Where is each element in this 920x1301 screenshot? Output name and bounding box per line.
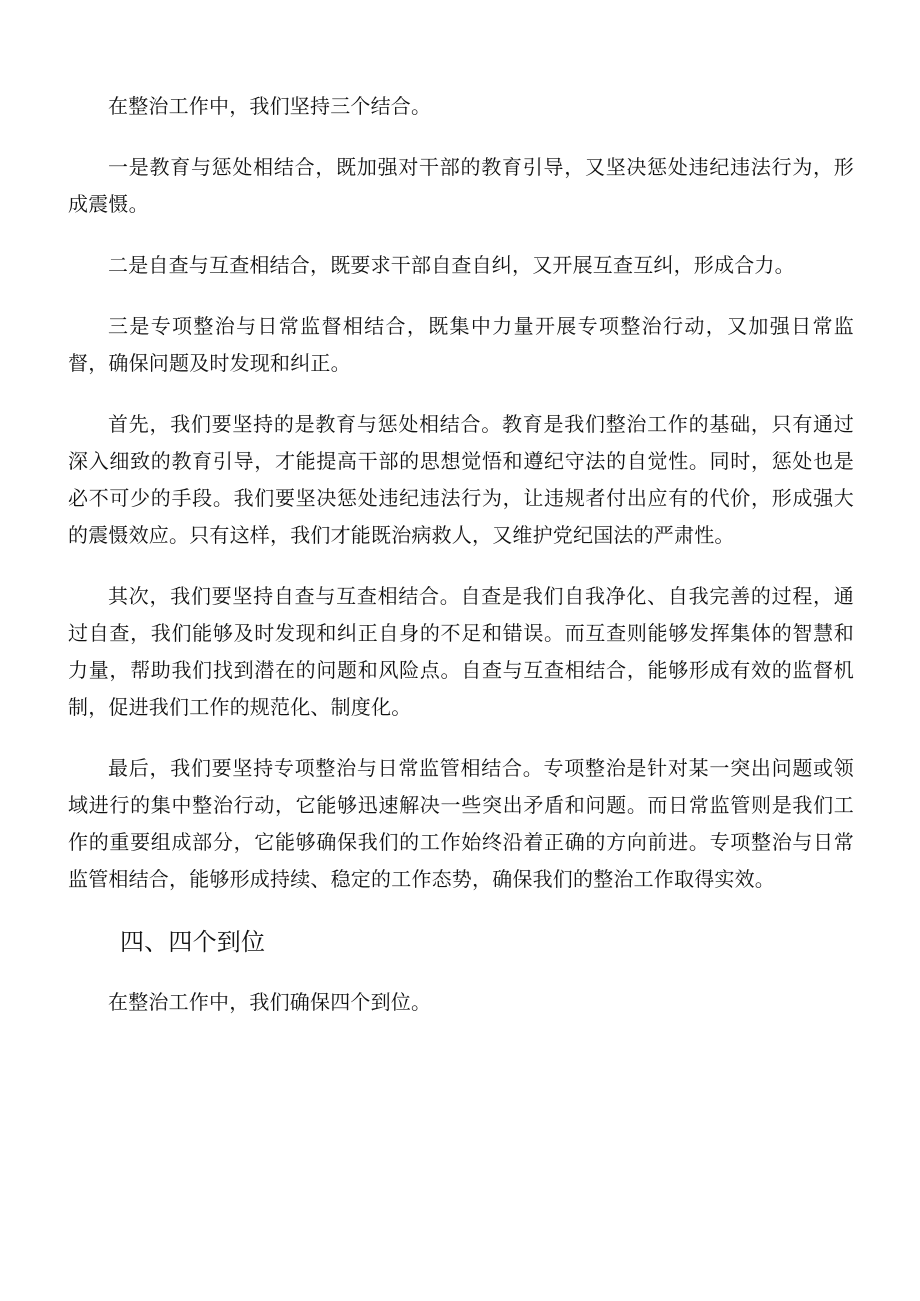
paragraph-second-point: 其次，我们要坚持自查与互查相结合。自查是我们自我净化、自我完善的过程，通过自查，我们能够及时发现和纠正自身的不足和错误。而互查则能够发挥集体的智慧和力量，帮助我们找到潜在的问题和风险点。自查与互查相结合，能够形成有效的监督机制，促进我们工作的规范化、制度化。 (68, 584, 854, 719)
paragraph-four-in-place-intro: 在整治工作中，我们确保四个到位。 (108, 990, 432, 1014)
section-heading: 四、四个到位 (120, 928, 266, 956)
paragraph-first-point: 首先，我们要坚持的是教育与惩处相结合。教育是我们整治工作的基础，只有通过深入细致的教育引导，才能提高干部的思想觉悟和遵纪守法的自觉性。同时，惩处也是必不可少的手段。我们要坚决惩处违纪违法行为，让违规者付出应有的代价，形成强大的震慑效应。只有这样，我们才能既治病救人，又维护党纪国法的严肃性。 (68, 412, 854, 547)
paragraph-education-punishment: 一是教育与惩处相结合，既加强对干部的教育引导，又坚决惩处违纪违法行为，形成震慑。 (68, 155, 854, 216)
document-body (68, 88, 854, 1045)
paragraph-special-daily-supervision: 三是专项整治与日常监督相结合，既集中力量开展专项整治行动，又加强日常监督，确保问题及时发现和纠正。 (68, 314, 854, 375)
paragraph-last-point: 最后，我们要坚持专项整治与日常监管相结合。专项整治是针对某一突出问题或领域进行的集中整治行动，它能够迅速解决一些突出矛盾和问题。而日常监管则是我们工作的重要组成部分，它能够确保我们的工作始终沿着正确的方向前进。专项整治与日常监管相结合，能够形成持续、稳定的工作态势，确保我们的整治工作取得实效。 (68, 756, 854, 891)
paragraph-three-combinations-intro: 在整治工作中，我们坚持三个结合。 (108, 94, 432, 118)
paragraph-self-mutual-check: 二是自查与互查相结合，既要求干部自查自纠，又开展互查互纠，形成合力。 (108, 253, 795, 277)
